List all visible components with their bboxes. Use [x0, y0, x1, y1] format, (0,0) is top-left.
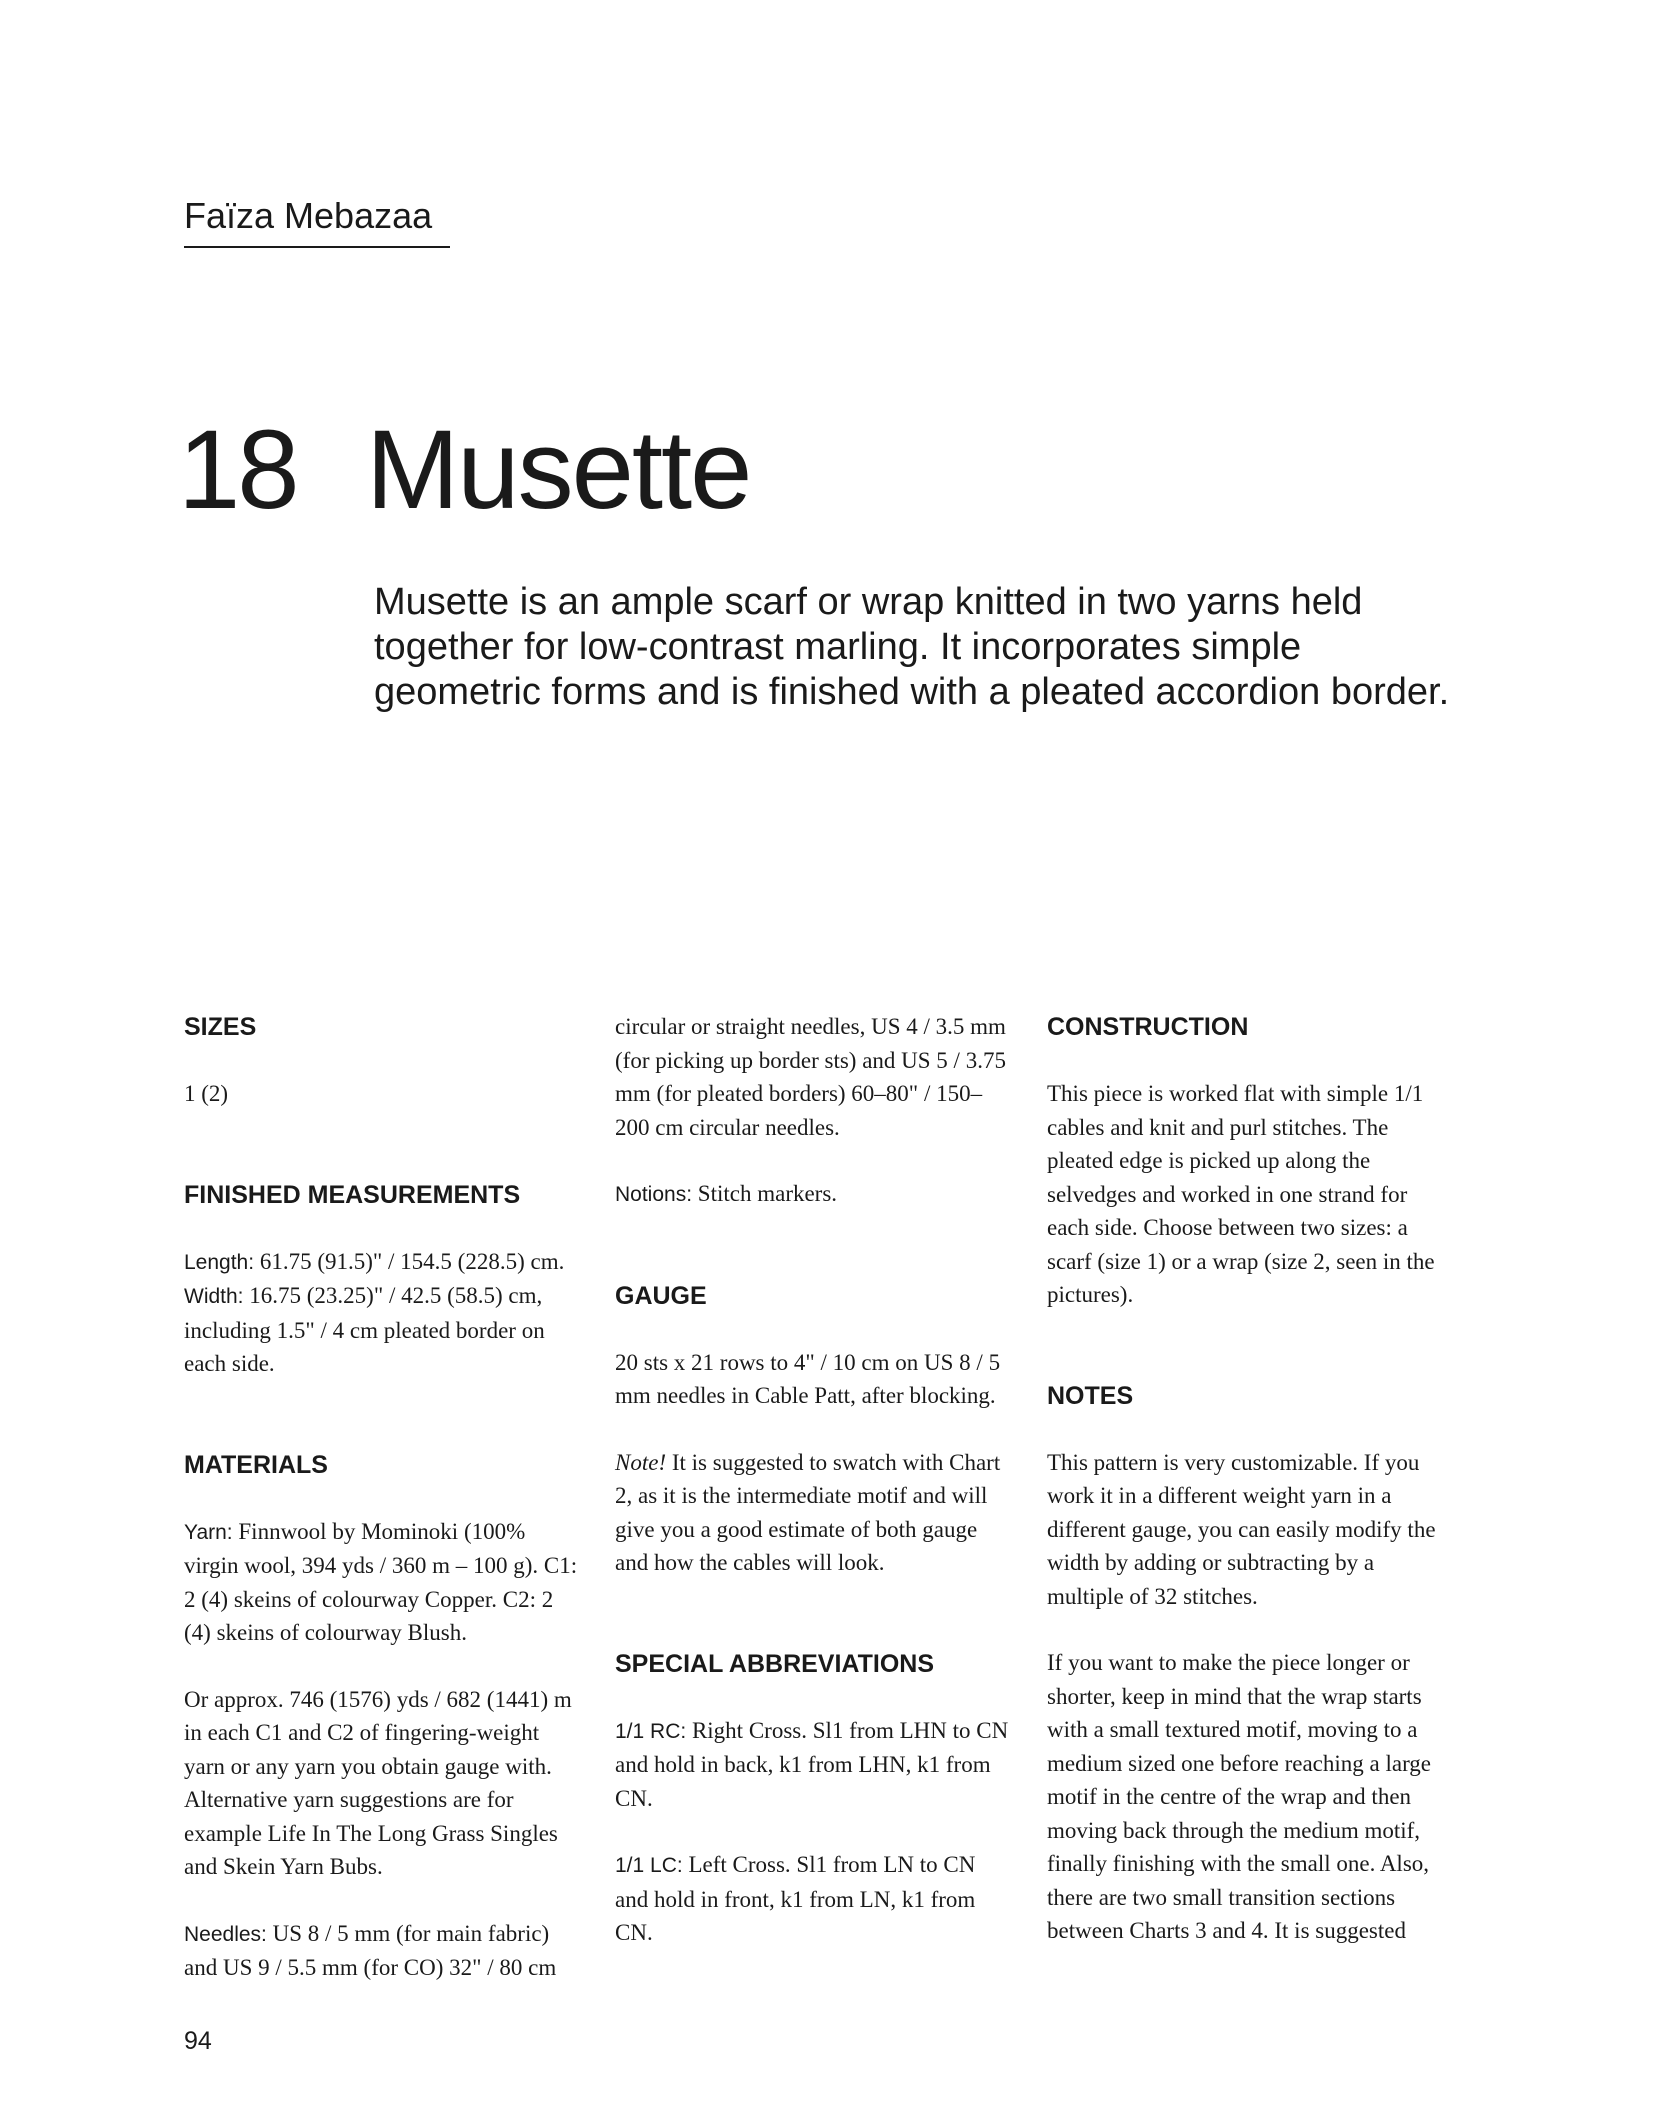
- yarn-text: Finnwool by Mominoki (100% virgin wool, 394 yds / 360 m – 100 g). C1: 2 (4) skeins of colourway Copper. C2: 2 (4) skeins of colourway Blush.: [184, 1518, 578, 1645]
- width-text: 16.75 (23.25)" / 42.5 (58.5) cm, including 1.5" / 4 cm pleated border on each side.: [184, 1283, 545, 1376]
- rc-abbreviation: [615, 1714, 1010, 1816]
- yarn-paragraph: [184, 1515, 579, 1650]
- page-number: 94: [184, 2027, 212, 2055]
- gauge-note: [615, 1446, 1010, 1580]
- width-label: Width:: [184, 1285, 244, 1308]
- column-right: [1047, 1010, 1442, 1948]
- materials-heading: MATERIALS: [184, 1450, 328, 1479]
- sizes-heading: SIZES: [184, 1013, 257, 1041]
- column-left: [184, 1010, 579, 1985]
- lc-abbreviation: [615, 1848, 1010, 1950]
- width-paragraph: [184, 1279, 579, 1381]
- yarn-label: Yarn:: [184, 1520, 233, 1544]
- pattern-title: Musette: [366, 407, 751, 532]
- column-middle: [615, 1010, 1010, 1950]
- notes-text-2: If you want to make the piece longer or shorter, keep in mind that the wrap starts with a small textured motif, moving to a medium sized one before reaching a large motif in the centre of the wrap and then moving back through the medium motif, finally finishing with the small one. Also, there are two small transition sections between Charts 3 and 4. It is suggested: [1047, 1650, 1432, 1943]
- sizes-text: 1 (2): [184, 1081, 229, 1106]
- notes-heading: NOTES: [1047, 1381, 1134, 1410]
- notes-text-1: This pattern is very customizable. If you work it in a different weight yarn in a different gauge, you can easily modify the width by adding or subtracting by a multiple of 32 stitches.: [1047, 1449, 1436, 1609]
- length-label: Length:: [184, 1250, 255, 1274]
- notions-text: Stitch markers.: [692, 1181, 838, 1206]
- length-text: 61.75 (91.5)" / 154.5 (228.5) cm.: [254, 1248, 565, 1274]
- gauge-text: 20 sts x 21 rows to 4" / 10 cm on US 8 / 5 mm needles in Cable Patt, after blocking.: [615, 1349, 1001, 1408]
- construction-heading: CONSTRUCTION: [1047, 1013, 1249, 1041]
- rc-text: Right Cross. Sl1 from LHN to CN and hold in back, k1 from LHN, k1 from CN.: [615, 1717, 1009, 1811]
- construction-text: This piece is worked flat with simple 1/1 cables and knit and purl stitches. The pleated edge is picked up along the selvedges and worked in one strand for each side. Choose between two sizes: a scarf (size 1) or a wrap (size 2, seen in the pictures).: [1047, 1081, 1435, 1307]
- pattern-number: 18: [178, 407, 297, 532]
- note-label: Note!: [615, 1449, 667, 1475]
- needles-label: Needles:: [184, 1922, 267, 1946]
- needles-text: US 8 / 5 mm (for main fabric) and US 9 / 5.5 mm (for CO) 32" / 80 cm: [184, 1920, 557, 1980]
- finished-measurements-heading: FINISHED MEASUREMENTS: [184, 1180, 521, 1209]
- notions-paragraph: [615, 1177, 1010, 1212]
- lc-text: Left Cross. Sl1 from LN to CN and hold in front, k1 from LN, k1 from CN.: [615, 1852, 976, 1945]
- needles-continued: circular or straight needles, US 4 / 3.5 mm (for picking up border sts) and US 5 / 3.75 mm (for pleated borders) 60–80" / 150–200 cm circular needles.: [615, 1014, 1006, 1140]
- needles-paragraph: [184, 1917, 579, 1985]
- special-abbreviations-heading: SPECIAL ABBREVIATIONS: [615, 1649, 935, 1678]
- rc-label: 1/1 RC:: [615, 1719, 687, 1743]
- notions-label: Notions:: [615, 1183, 693, 1206]
- alternative-yarn-paragraph: Or approx. 746 (1576) yds / 682 (1441) m in each C1 and C2 of fingering-weight yarn or any yarn you obtain gauge with. Alternative yarn suggestions are for example Life In The Long Grass Singles and Skein Yarn Bubs.: [184, 1686, 572, 1879]
- author-name: Faïza Mebazaa: [184, 194, 450, 248]
- length-paragraph: [184, 1245, 579, 1280]
- note-text: It is suggested to swatch with Chart 2, as it is the intermediate motif and will give you a good estimate of both gauge and how the cables will look.: [615, 1449, 1001, 1575]
- gauge-heading: GAUGE: [615, 1281, 707, 1310]
- pattern-intro: Musette is an ample scarf or wrap knitted in two yarns held together for low-contrast marling. It incorporates simple geometric forms and is finished with a pleated accordion border.: [374, 581, 1450, 713]
- lc-label: 1/1 LC:: [615, 1854, 683, 1877]
